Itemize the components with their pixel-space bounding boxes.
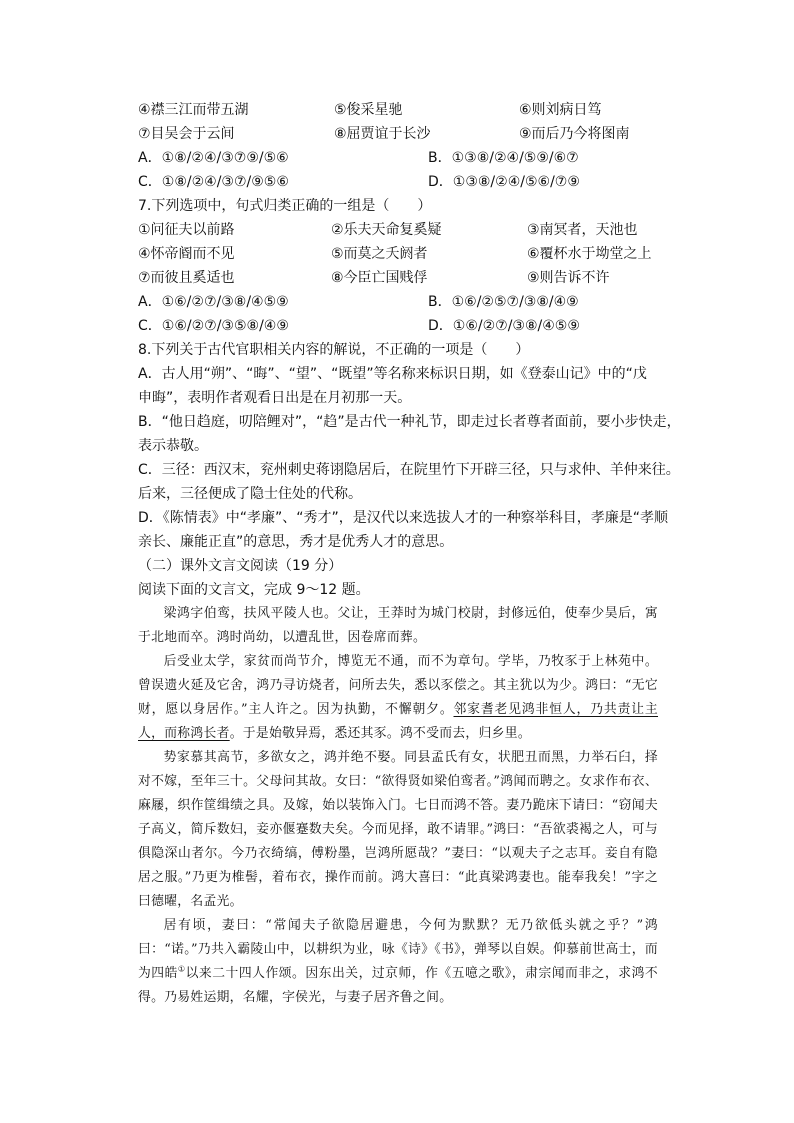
- passage-text: 后受业太学，家贫而尚节介，博览无不通，而不为章句。学毕，乃牧豕于上林苑中。曾误遗火延及它舍，鸿乃寻访烧者，问所去失，悉以豕偿之。其主犹以为少。鸿曰：“无它财，愿以身居作。”主人许之。因为执勤，不懈朝夕。: [138, 654, 658, 717]
- passage-text: 。于是始敬异焉，悉还其豕。鸿不受而去，归乡里。: [229, 726, 531, 741]
- passage-text: 居有顷，妻曰：“常闻夫子欲隐居避患，今何为默默？无乃欲低头就之乎？”鸿曰：“诺。”乃共入霸陵山中，以耕织为业，咏《诗》《书》，弹琴以自娱。仰慕前世高士，而为四皓: [138, 918, 658, 981]
- q8-option-b-line-2: 表示恭敬。: [138, 438, 208, 454]
- q7-options-row-2: [138, 314, 658, 338]
- q7-option-c: C．①⑥/②⑦/③⑤⑧/④⑨: [138, 318, 289, 334]
- q7-stem: 7.下列选项中，句式归类正确的一组是（ ）: [138, 198, 432, 214]
- q8-option-b-line-1: B．“他日趋庭，叨陪鲤对”，“趋”是古代一种礼节，即走过长者尊者面前，要小步快走，: [138, 414, 681, 430]
- q6-item: ⑨而后乃今将图南: [519, 126, 630, 142]
- q7-item: ⑨则告诉不许: [527, 270, 610, 286]
- q8-option-c-line-1: C．三径：西汉末，兖州刺史蒋诩隐居后，在院里竹下开辟三径，只与求仲、羊仲来往。: [138, 462, 680, 478]
- q7-items-row-2: [138, 242, 658, 266]
- q7-item: ③南冥者，天池也: [527, 222, 638, 238]
- q6-item: ⑥则刘病日笃: [519, 102, 602, 118]
- q7-option-b: B．①⑥/②⑤⑦/③⑧/④⑨: [428, 294, 579, 310]
- q7-items-row-3: [138, 266, 658, 290]
- passage-text: 以来二十四人作颂。因东出关，过京师，作《五噫之歌》，肃宗闻而非之，求鸿不得。乃易姓运期，名耀，字侯光，与妻子居齐鲁之间。: [138, 966, 658, 1005]
- q6-option-b: B．①③⑧/②④/⑤⑨/⑥⑦: [428, 150, 579, 166]
- q7-items-row-1: [138, 218, 658, 242]
- q8-stem: 8.下列关于古代官职相关内容的解说，不正确的一项是（ ）: [138, 342, 530, 358]
- q6-options-row-1: [138, 146, 658, 170]
- underlined-sentence: 邻家耆老见鸿非恒人，乃共责让主人，而称鸿长者: [138, 702, 659, 741]
- section-heading: （二）课外文言文阅读（19 分）: [138, 558, 343, 574]
- q6-items-row-2: [138, 122, 658, 146]
- q7-item: ⑥覆杯水于坳堂之上: [527, 246, 652, 262]
- passage-paragraph-3: 势家慕其高节，多欲女之，鸿并绝不娶。同县孟氏有女，状肥丑而黑，力举石臼，择对不嫁，至年三十。父母问其故。女曰：“欲得贤如梁伯鸾者。”鸿闻而聘之。女求作布衣、麻屦，织作筐缉绩之具。及嫁，始以装饰入门。七日而鸿不答。妻乃跪床下请曰：“窃闻夫子高义，简斥数妇，妾亦偃蹇数夫矣。今而见择，敢不请罪。”鸿曰：“吾欲裘褐之人，可与俱隐深山者尔。今乃衣绮缟，傅粉墨，岂鸿所愿哉？”妻曰：“以观夫子之志耳。妾自有隐居之服。”乃更为椎髻，着布衣，操作而前。鸿大喜曰：“此真梁鸿妻也。能奉我矣！”字之曰德曜，名孟光。: [138, 750, 658, 909]
- q7-options-row-1: [138, 290, 658, 314]
- content-area: [138, 98, 681, 1010]
- passage-paragraph-4: [138, 914, 658, 1010]
- q6-item: ⑤俊采星驰: [334, 102, 403, 118]
- passage-paragraph-1: 梁鸿字伯鸾，扶风平陵人也。父让，王莽时为城门校尉，封修远伯，使奉少昊后，寓于北地而卒。鸿时尚幼，以遭乱世，因卷席而葬。: [138, 606, 658, 645]
- q7-option-a: A．①⑥/②⑦/③⑧/④⑤⑨: [138, 294, 289, 310]
- q7-item: ②乐夫天命复奚疑: [331, 222, 442, 238]
- q7-item: ⑧今臣亡国贱俘: [331, 270, 428, 286]
- q7-item: ⑦而彼且奚适也: [138, 270, 235, 286]
- q8-option-a-line-2: 申晦”，表明作者观看日出是在月初那一天。: [138, 390, 412, 406]
- q6-item: ④襟三江而带五湖: [138, 102, 249, 118]
- section-instruction: 阅读下面的文言文，完成 9～12 题。: [138, 582, 370, 598]
- q6-option-a: A．①⑧/②④/③⑦⑨/⑤⑥: [138, 150, 289, 166]
- q8-option-c-line-2: 后来，三径便成了隐士住处的代称。: [138, 486, 362, 502]
- footnote-marker: ①: [177, 964, 186, 974]
- q7-option-d: D．①⑥/②⑦/③⑧/④⑤⑨: [428, 318, 580, 334]
- q6-options-row-2: [138, 170, 658, 194]
- q8-option-a-line-1: A．古人用“朔”、“晦”、“望”、“既望”等名称来标识日期，如《登泰山记》中的“戊: [138, 366, 647, 382]
- q8-option-d-line-1: D．《陈情表》中“孝廉”、“秀才”，是汉代以来选拔人才的一种察举科目，孝廉是“孝顺: [138, 510, 669, 526]
- q6-option-d: D．①③⑧/②④/⑤⑥/⑦⑨: [428, 174, 580, 190]
- q6-option-c: C．①⑧/②④/③⑦/⑨⑤⑥: [138, 174, 289, 190]
- q8-option-d-line-2: 亲长、廉能正直”的意思，秀才是优秀人才的意思。: [138, 534, 454, 550]
- q6-item: ⑦目吴会于云间: [138, 126, 235, 142]
- q7-item: ①问征夫以前路: [138, 222, 235, 238]
- q6-items-row-1: [138, 98, 658, 122]
- q6-item: ⑧屈贾谊于长沙: [334, 126, 431, 142]
- q7-item: ④怀帝阍而不见: [138, 246, 235, 262]
- q7-item: ⑤而莫之夭阏者: [331, 246, 428, 262]
- passage-paragraph-2: [138, 650, 658, 746]
